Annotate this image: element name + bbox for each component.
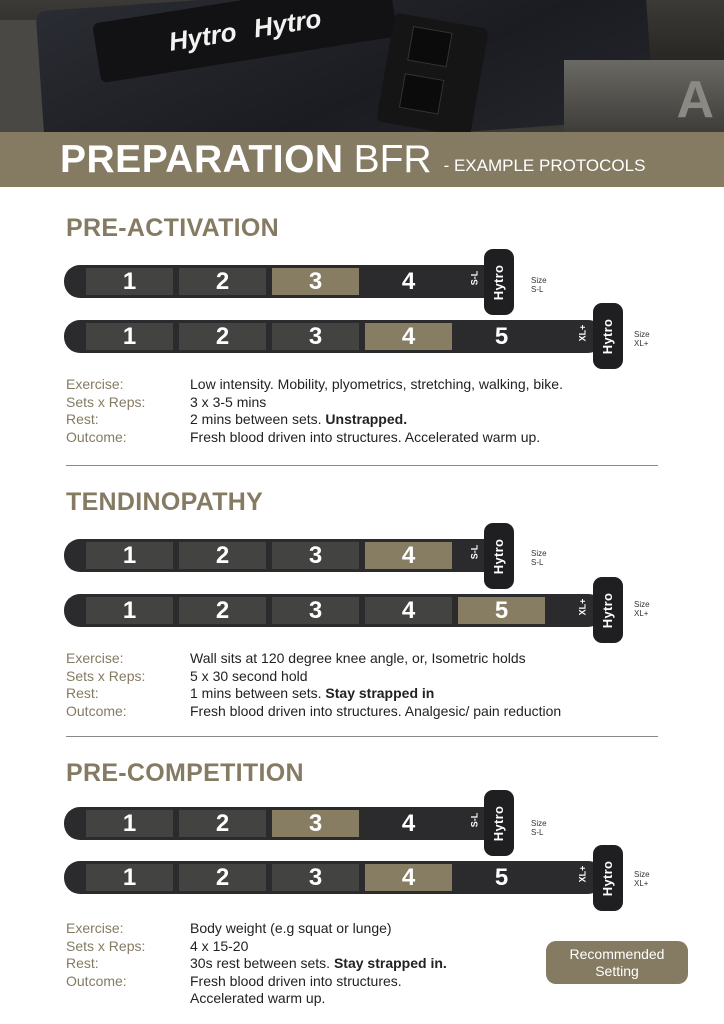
strap-sl (64, 807, 504, 840)
strap-segment: 1 (86, 542, 173, 569)
strap-size-code: S-L (469, 270, 480, 286)
protocol-details: Exercise: Body weight (e.g squat or lunge) Sets x Reps: 4 x 15-20 Rest: 30s rest between sets. Stay strapped in. Outcome: Fresh blood driven into structures. Accelerated warm up. (66, 920, 447, 1006)
strap-sl (64, 265, 504, 298)
hytro-buckle-icon: Hytro (484, 790, 514, 856)
protocol-details: Exercise: Low intensity. Mobility, plyometrics, stretching, walking, bike. Sets x Reps: 3 x 3-5 mins Rest: 2 mins between sets. Unstrapped. Outcome: Fresh blood driven into structures. Accelerated warm up. (66, 376, 563, 445)
hero-bench (564, 60, 724, 132)
strap-size-code: S-L (469, 544, 480, 560)
strap-segment-recommended: 4 (365, 323, 452, 350)
strap-segment-recommended: 3 (272, 268, 359, 295)
hero-image (0, 0, 724, 132)
protocol-details: Exercise: Wall sits at 120 degree knee angle, or, Isometric holds Sets x Reps: 5 x 30 second hold Rest: 1 mins between sets. Stay strapped in Outcome: Fresh blood driven into structures. Analgesic/ pain reduction (66, 650, 562, 719)
recommended-setting-badge: Recommended Setting (546, 941, 688, 984)
strap-segment-recommended: 4 (365, 542, 452, 569)
strap-size-code: XL+ (577, 324, 588, 342)
size-label: Size XL+ (634, 600, 650, 618)
strap-segment: 2 (179, 268, 266, 295)
strap-segment: 1 (86, 597, 173, 624)
strap-segment: 5 (494, 322, 509, 350)
strap-segment: 5 (494, 863, 509, 891)
section-heading-tendinopathy: TENDINOPATHY (66, 488, 264, 516)
hytro-buckle-icon: Hytro (484, 523, 514, 589)
size-label: Size S-L (531, 549, 547, 567)
title-bar (0, 132, 724, 187)
hero-strap-pocket (376, 13, 489, 132)
page-subtitle: - EXAMPLE PROTOCOLS (443, 155, 646, 175)
page-title: PREPARATION (60, 137, 344, 181)
hero-bench-text: A (676, 71, 714, 129)
divider (66, 736, 658, 737)
strap-segment-recommended: 3 (272, 810, 359, 837)
strap-size-code: S-L (469, 812, 480, 828)
size-label: Size S-L (531, 819, 547, 837)
strap-segment: 1 (86, 323, 173, 350)
strap-segment: 4 (401, 809, 416, 837)
strap-segment: 2 (179, 597, 266, 624)
strap-segment: 4 (365, 597, 452, 624)
strap-segment-recommended: 5 (458, 597, 545, 624)
hero-band-text-2: Hytro (251, 2, 324, 43)
size-label: Size XL+ (634, 330, 650, 348)
strap-segment: 2 (179, 542, 266, 569)
hytro-buckle-icon: Hytro (593, 845, 623, 911)
divider (66, 465, 658, 466)
strap-segment-recommended: 4 (365, 864, 452, 891)
strap-xl (64, 594, 604, 627)
strap-segment: 1 (86, 864, 173, 891)
strap-size-code: XL+ (577, 598, 588, 616)
strap-xl (64, 861, 604, 894)
hytro-buckle-icon: Hytro (593, 303, 623, 369)
hytro-buckle-icon: Hytro (593, 577, 623, 643)
hytro-buckle-icon: Hytro (484, 249, 514, 315)
strap-segment: 4 (401, 267, 416, 295)
strap-segment: 2 (179, 810, 266, 837)
strap-segment: 2 (179, 323, 266, 350)
section-heading-pre-activation: PRE-ACTIVATION (66, 214, 279, 242)
strap-segment: 1 (86, 268, 173, 295)
strap-segment: 3 (272, 597, 359, 624)
section-heading-pre-competition: PRE-COMPETITION (66, 759, 304, 787)
strap-segment: 2 (179, 864, 266, 891)
strap-sl (64, 539, 504, 572)
size-label: Size S-L (531, 276, 547, 294)
strap-segment: 3 (272, 542, 359, 569)
size-label: Size XL+ (634, 870, 650, 888)
strap-xl (64, 320, 604, 353)
hero-band-text-1: Hytro (166, 16, 239, 57)
strap-segment: 3 (272, 323, 359, 350)
page-title-bfr: BFR (353, 137, 432, 181)
strap-segment: 1 (86, 810, 173, 837)
strap-segment: 3 (272, 864, 359, 891)
strap-size-code: XL+ (577, 865, 588, 883)
